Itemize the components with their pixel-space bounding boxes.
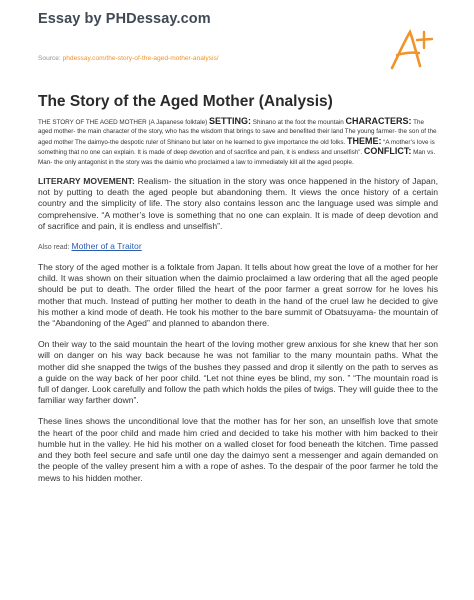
source-link[interactable]: phdessay.com/the-story-of-the-aged-mother-analysis/ xyxy=(62,55,219,62)
story-intro xyxy=(38,117,438,167)
a-plus-logo-icon xyxy=(386,26,436,74)
paragraph-story-summary: The story of the aged mother is a folktale from Japan. It tells about how great the love of a mother for her child. It was shown on their situation when the daimio proclaimed a law ordering that all the aged people should be put to death. The order filled the heart of the poor farmer a great sorrow for he loves his mother that much. Instead of putting her mother to death in the hand of the cruel law he decided to give his mother a kind mode of death. He took his mother to the bare summit of Obatsuyama- the mountain of the “Abandoning of the Aged” and planned to abandon there. xyxy=(38,262,438,329)
conflict-text: Man vs. Man- the only antagonist in the story was the daimio who proclaimed a law to immediately kill all the aged people. xyxy=(38,149,436,166)
site-brand[interactable]: Essay by PHDessay.com xyxy=(38,11,211,27)
literary-movement-label: LITERARY MOVEMENT: xyxy=(38,176,135,187)
paragraph-unconditional-love: These lines shows the unconditional love that the mother has for her son, an unselfish love that smote the heart of the poor child and made him cried and decided to take his mother with him backed to their humble hut in the valley. He hid his mother on a walled closet for food beneath the kitchen. Time passed and they both feel secure and safe until one day the daimyo sent a messenger and again demanded on the people of the valley present him a with a rope of ashes. To the despair of the poor farmer he told the mews to his hidden mother. xyxy=(38,416,438,483)
also-read-label: Also read: xyxy=(38,244,70,252)
literary-movement-text: Realism- the situation in the story was once happened in the history of Japan, not by putting to death the aged people but abandoning them. It views the once history of a certain country and the simplicity of life. The story also contains lesson anc the language used was simple and comprehensive. “A mother’s love is something that no one can explain. It is made of deep devotion and of sacrifice and pain, it is endless and unselfish”. xyxy=(38,176,438,231)
paragraph-mountain-journey: On their way to the said mountain the heart of the loving mother grew anxious for she knew that her son will on danger on his way back because he was not familiar to the many mountain paths. What the mother did she snapped the twigs of the bushes they passed and drop it silently on the path to serves as a guide on the way back of her poor child. “Let not thine eyes be blind, my son. ” “The mountain road is full of danger. Look carefully and follow the path which holds the piles of twigs. They will guide thee to the familiar way farther down”. xyxy=(38,339,438,406)
essay-title: The Story of the Aged Mother (Analysis) xyxy=(38,93,333,110)
conflict-label: CONFLICT: xyxy=(363,146,412,157)
characters-text: The aged mother- the main character of the story, who has the wisdom that brings to save and benefited their land The young farmer- the son of the aged mother The daimyo-the despotic ruler of Shinano but later on he learned to give importance the old folks. xyxy=(38,119,437,146)
setting-label: SETTING: xyxy=(209,116,252,126)
source-label: Source: xyxy=(38,55,61,62)
intro-heading: THE STORY OF THE AGED MOTHER (A Japanese folktale) xyxy=(38,119,210,126)
page-header xyxy=(38,10,438,63)
essay-body xyxy=(38,117,438,484)
literary-movement-paragraph xyxy=(38,176,438,232)
also-read-link[interactable]: Mother of a Traitor xyxy=(71,241,142,252)
source-line xyxy=(38,54,438,63)
also-read xyxy=(38,241,438,253)
theme-label: THEME: xyxy=(346,135,382,146)
setting-text: Shinano at the foot the mountain xyxy=(251,119,346,126)
theme-text: “A mother’s love is something that no one can explain. It is made of deep devotion and of sacrifice and pain, it is endless and unselfish”. xyxy=(38,138,435,157)
characters-label: CHARACTERS: xyxy=(345,116,412,126)
